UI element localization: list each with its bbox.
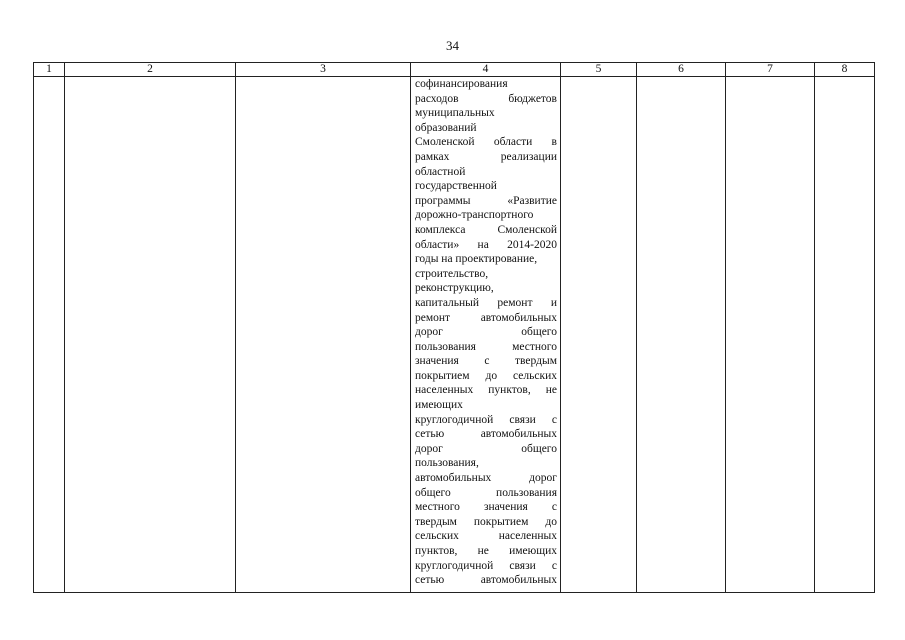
word: 2014-2020 [507, 238, 557, 251]
word: пунктов, [488, 384, 531, 397]
column-header-1: 1 [34, 63, 65, 77]
word: пользования [496, 486, 557, 499]
text-line [415, 413, 557, 428]
word: с [551, 413, 557, 426]
word: пунктов, [415, 545, 458, 557]
text-line [415, 559, 557, 574]
text-line [415, 354, 557, 369]
text-line [415, 150, 557, 165]
word: в [551, 136, 557, 149]
text-line: государственной [415, 180, 497, 193]
column-header-2: 2 [65, 63, 236, 77]
text-line: областной [415, 165, 466, 178]
cell-column-8 [815, 77, 875, 593]
word: капитальный [415, 296, 480, 309]
text-line [415, 471, 557, 486]
text-line: реконструкцию, [415, 282, 494, 295]
text-line: муниципальных [415, 107, 495, 120]
word: автомобильных [480, 311, 557, 324]
word: покрытием [415, 369, 470, 382]
text-line [415, 325, 557, 340]
word: области [493, 136, 533, 149]
word: дорог [415, 442, 443, 455]
page-number: 34 [446, 38, 459, 53]
document-table [33, 62, 875, 593]
cell-column-1 [34, 77, 65, 593]
cell-column-6 [637, 77, 726, 593]
word: автомобильных [480, 428, 557, 441]
column-header-8: 8 [815, 63, 875, 77]
word: Смоленской [497, 223, 557, 236]
column-number-row [34, 63, 875, 77]
text-line [415, 194, 557, 209]
word: круглогодичной [415, 413, 494, 426]
word: ремонт [415, 311, 451, 324]
cell-column-5 [561, 77, 637, 593]
word: реализации [500, 150, 557, 163]
text-line [415, 223, 557, 238]
text-line [415, 544, 557, 559]
text-line: образований [415, 121, 477, 134]
word: населенных [415, 384, 474, 397]
column-header-3: 3 [236, 63, 411, 77]
cell-column-2 [65, 77, 236, 593]
word: Смоленской [415, 136, 475, 149]
word: ремонт [497, 296, 533, 309]
word: до [485, 369, 498, 382]
word: области» [415, 238, 460, 251]
text-line [415, 573, 557, 588]
text-line: дорожно-транспортного [415, 209, 534, 222]
word: сельских [415, 530, 459, 543]
text-line: строительство, [415, 267, 489, 280]
text-line [415, 515, 557, 530]
word: населенных [498, 530, 557, 543]
text-line: пользования, [415, 457, 479, 470]
cell-column-3 [236, 77, 411, 593]
column-header-6: 6 [637, 63, 726, 77]
text-line [415, 369, 557, 384]
word: покрытием [473, 515, 529, 528]
word: связи [509, 413, 536, 426]
text-line [415, 296, 557, 311]
column-header-5: 5 [561, 63, 637, 77]
text-line [415, 486, 557, 501]
word: с [551, 501, 557, 514]
word: не [545, 384, 557, 397]
word: местного [512, 340, 557, 353]
column-header-7: 7 [726, 63, 815, 77]
text-line [415, 500, 557, 515]
word: сетью [415, 574, 445, 587]
word: сетью [415, 428, 445, 441]
text-line [415, 311, 557, 326]
text-line [415, 135, 557, 150]
word: с [484, 355, 490, 368]
column-4-text [415, 77, 557, 588]
text-line [415, 529, 557, 544]
text-line [415, 238, 557, 253]
word: до [545, 515, 557, 528]
text-line [415, 427, 557, 442]
word: местного [415, 501, 460, 514]
text-line [415, 340, 557, 355]
word: общего [521, 442, 557, 455]
word: общего [415, 486, 451, 499]
word: «Развитие [507, 194, 557, 207]
word: твердым [415, 515, 457, 528]
word: автомобильных [415, 472, 492, 485]
word: связи [509, 559, 536, 572]
word: значения [415, 355, 459, 368]
text-line [415, 92, 557, 107]
word: круглогодичной [415, 559, 494, 572]
word: дорог [415, 326, 443, 339]
table-body-row [34, 77, 875, 593]
word: и [550, 296, 557, 309]
word: твердым [515, 355, 557, 368]
word: значения [483, 501, 528, 514]
word: рамках [415, 150, 450, 163]
word: на [477, 238, 489, 251]
word: имеющих [509, 545, 557, 557]
cell-column-7 [726, 77, 815, 593]
word: комплекса [415, 223, 466, 236]
word: общего [521, 326, 557, 339]
text-line [415, 383, 557, 398]
text-line: софинансирования [415, 78, 508, 90]
word: сельских [513, 369, 557, 382]
text-line [415, 442, 557, 457]
word: дорог [529, 472, 557, 485]
word: программы [415, 194, 471, 207]
column-header-4: 4 [411, 63, 561, 77]
word: не [477, 545, 489, 557]
word: с [551, 559, 557, 572]
word: расходов [415, 92, 459, 105]
word: автомобильных [480, 574, 557, 587]
word: бюджетов [508, 92, 557, 105]
text-line: имеющих [415, 399, 463, 412]
word: пользования [415, 340, 476, 353]
text-line: годы на проектирование, [415, 253, 538, 266]
cell-column-4 [411, 77, 561, 593]
